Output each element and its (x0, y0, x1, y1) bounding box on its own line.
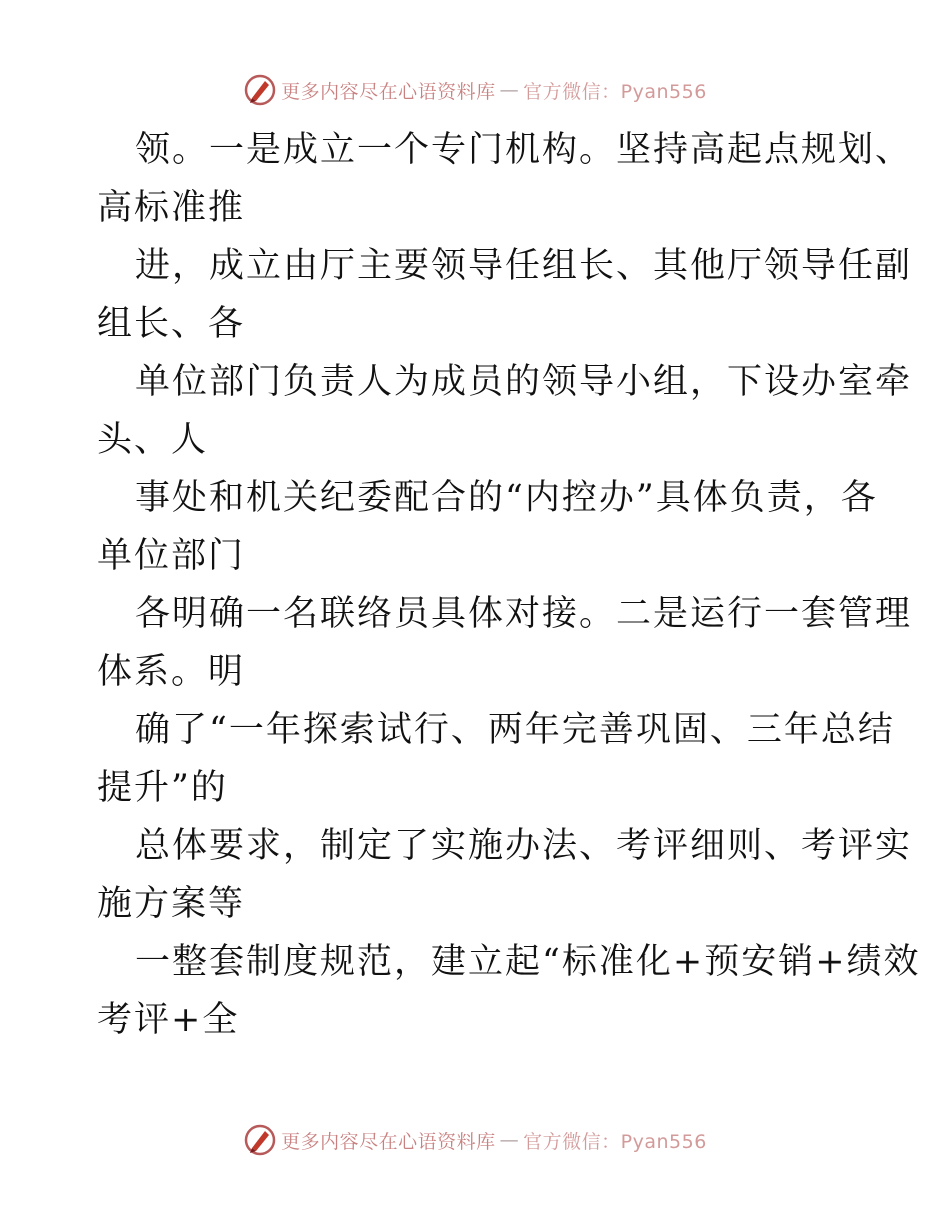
body-line: 体系。明 (97, 652, 246, 692)
body-line: 领。一是成立一个专门机构。坚持高起点规划、 (135, 130, 913, 170)
body-line: 单位部门 (97, 536, 246, 576)
watermark-text: 更多内容尽在心语资料库 (281, 1130, 496, 1153)
watermark-suffix: 官方微信：Pyan556 (523, 1130, 707, 1153)
pen-logo-icon (243, 73, 277, 107)
footer-watermark (0, 1120, 950, 1160)
body-line: 事处和机关纪委配合的“内控办”具体负责，各 (135, 478, 878, 518)
header-watermark (0, 70, 950, 110)
pen-logo-icon (243, 1123, 277, 1157)
watermark-dash: — (499, 79, 520, 101)
body-line: 总体要求，制定了实施办法、考评细则、考评实 (135, 826, 913, 866)
watermark-suffix: 官方微信：Pyan556 (523, 80, 707, 103)
body-line: 考评+全 (97, 1000, 240, 1040)
body-line: 提升”的 (97, 768, 228, 808)
body-line: 施方案等 (97, 884, 246, 924)
body-line: 单位部门负责人为成员的领导小组，下设办室牵 (135, 362, 913, 402)
body-line: 组长、各 (97, 304, 246, 344)
body-line: 各明确一名联络员具体对接。二是运行一套管理 (135, 594, 913, 634)
watermark-dash: — (499, 1129, 520, 1151)
body-line: 确了“一年探索试行、两年完善巩固、三年总结 (135, 710, 895, 750)
body-line: 头、人 (97, 420, 209, 460)
body-line: 一整套制度规范，建立起“标准化+预安销+绩效 (135, 942, 921, 982)
watermark-text: 更多内容尽在心语资料库 (281, 80, 496, 103)
body-line: 进，成立由厅主要领导任组长、其他厅领导任副 (135, 246, 913, 286)
document-body (97, 121, 921, 1049)
body-line: 高标准推 (97, 188, 246, 228)
